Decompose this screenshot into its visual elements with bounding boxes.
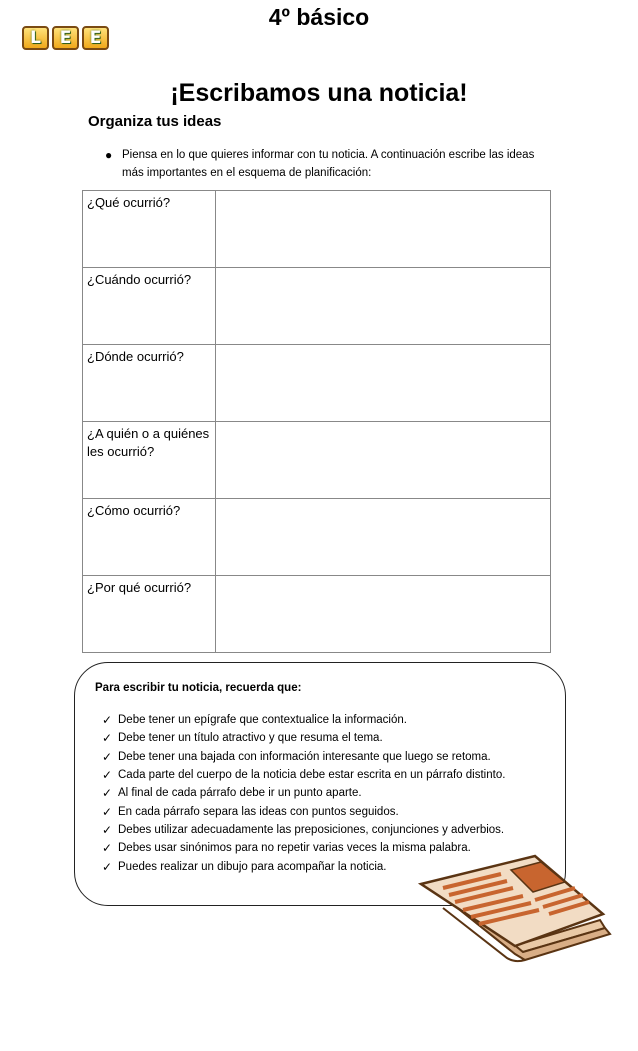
- question-cell: ¿A quién o a quiénes les ocurrió?: [83, 422, 216, 499]
- checkmark-icon: ✓: [102, 731, 113, 746]
- instruction-line: más importantes en el esquema de planificación:: [122, 167, 372, 179]
- list-item: [102, 711, 505, 729]
- list-item-text: Debe tener una bajada con información interesante que luego se retoma.: [118, 750, 491, 763]
- checkmark-icon: ✓: [102, 859, 113, 874]
- answer-cell[interactable]: [216, 345, 551, 422]
- section-subtitle: Organiza tus ideas: [88, 113, 222, 130]
- checkmark-icon: ✓: [102, 786, 113, 801]
- list-item-text: Puedes realizar un dibujo para acompañar la noticia.: [118, 860, 387, 873]
- table-row: [83, 576, 551, 653]
- reminders-heading: Para escribir tu noticia, recuerda que:: [95, 682, 302, 694]
- table-row: [83, 422, 551, 499]
- list-item-text: Debe tener un epígrafe que contextualice la información.: [118, 714, 407, 727]
- answer-cell[interactable]: [216, 191, 551, 268]
- checkmark-icon: ✓: [102, 749, 113, 764]
- question-cell: ¿Por qué ocurrió?: [83, 576, 216, 653]
- list-item: [102, 766, 505, 784]
- list-item-text: Debes usar sinónimos para no repetir varias veces la misma palabra.: [118, 842, 471, 855]
- list-item-text: En cada párrafo separa las ideas con puntos seguidos.: [118, 805, 399, 818]
- logo-letter: L: [22, 26, 49, 50]
- checkmark-icon: ✓: [102, 841, 113, 856]
- list-item-text: Cada parte del cuerpo de la noticia debe estar escrita en un párrafo distinto.: [118, 769, 506, 782]
- answer-cell[interactable]: [216, 499, 551, 576]
- list-item-text: Debe tener un título atractivo y que resuma el tema.: [118, 732, 383, 745]
- page-title: ¡Escribamos una noticia!: [170, 79, 468, 107]
- logo-letter: E: [52, 26, 79, 50]
- list-item: [102, 802, 505, 820]
- table-row: [83, 499, 551, 576]
- checkmark-icon: ✓: [102, 713, 113, 728]
- grade-level: 4º básico: [268, 4, 370, 30]
- question-cell: ¿Cómo ocurrió?: [83, 499, 216, 576]
- bullet-dot-icon: ●: [105, 148, 113, 162]
- newspaper-icon: [415, 850, 615, 965]
- checkmark-icon: ✓: [102, 768, 113, 783]
- instruction-text: [122, 146, 552, 182]
- list-item: [102, 748, 505, 766]
- logo-letter: E: [82, 26, 109, 50]
- question-cell: ¿Dónde ocurrió?: [83, 345, 216, 422]
- checkmark-icon: ✓: [102, 822, 113, 837]
- list-item-text: Al final de cada párrafo debe ir un punto aparte.: [118, 787, 362, 800]
- table-row: [83, 345, 551, 422]
- checkmark-icon: ✓: [102, 804, 113, 819]
- list-item: [102, 821, 505, 839]
- question-cell: ¿Cuándo ocurrió?: [83, 268, 216, 345]
- table-row: [83, 268, 551, 345]
- question-cell: ¿Qué ocurrió?: [83, 191, 216, 268]
- answer-cell[interactable]: [216, 268, 551, 345]
- table-row: [83, 191, 551, 268]
- answer-cell[interactable]: [216, 422, 551, 499]
- planning-table: [82, 190, 551, 653]
- list-item-text: Debes utilizar adecuadamente las preposiciones, conjunciones y adverbios.: [118, 823, 505, 836]
- list-item: [102, 729, 505, 747]
- instruction-line: Piensa en lo que quieres informar con tu noticia. A continuación escribe las ideas: [122, 149, 535, 161]
- answer-cell[interactable]: [216, 576, 551, 653]
- list-item: [102, 784, 505, 802]
